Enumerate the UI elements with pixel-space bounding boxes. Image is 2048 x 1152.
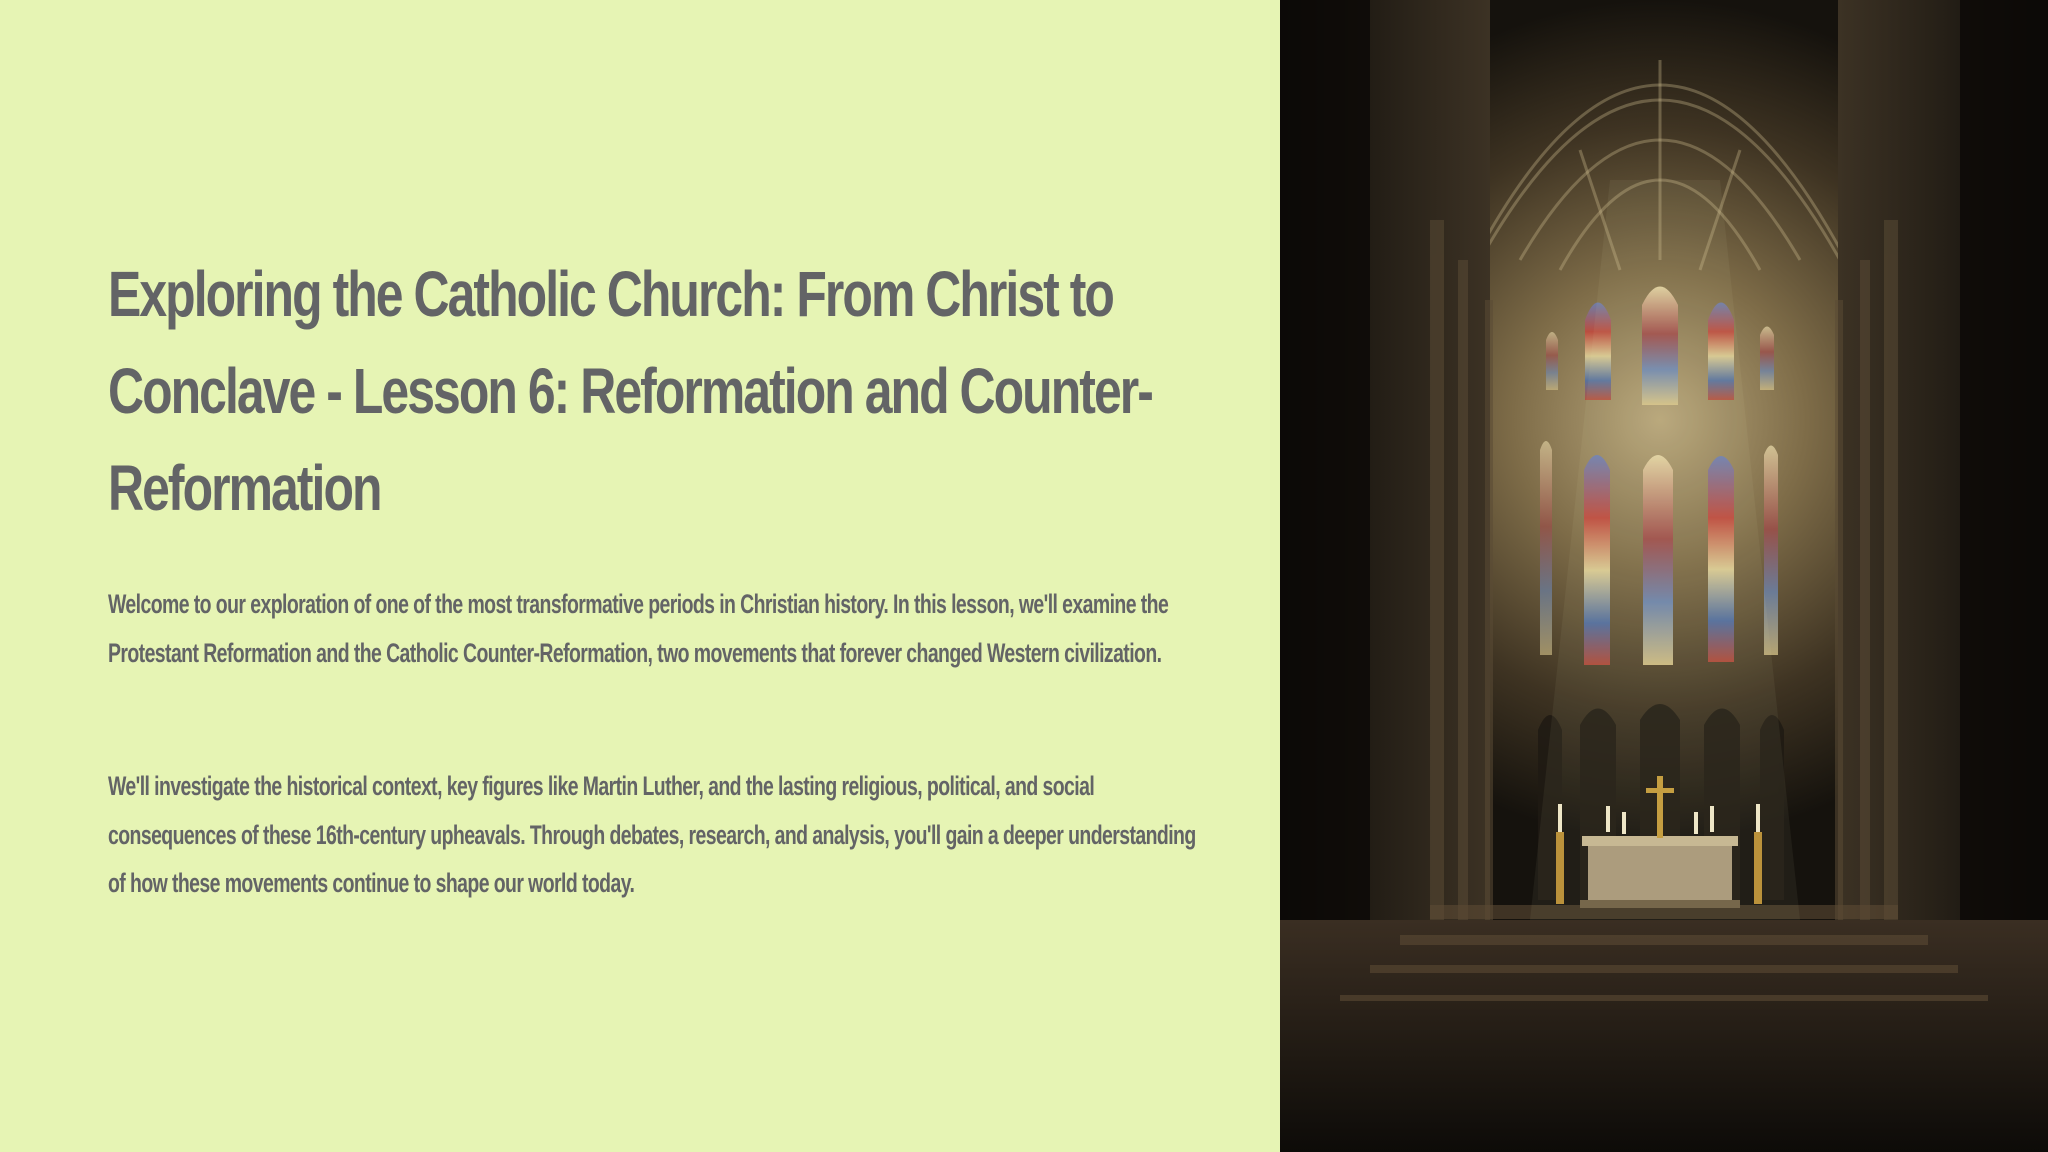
overview-paragraph: We'll investigate the historical context, key figures like Martin Luther, and the lasting religious, political, and social consequences of these 16th-century upheavals. Through debates, research, and analysis, you'll gain a deeper understanding of how these movements continue to shape our world today.	[108, 771, 1196, 898]
intro-paragraph: Welcome to our exploration of one of the most transformative periods in Christian history. In this lesson, we'll examine the Protestant Reformation and the Catholic Counter-Reformation, two movements that forever changed Western civilization.	[108, 589, 1169, 668]
slide-title: Exploring the Catholic Church: From Christ to Conclave - Lesson 6: Reformation and Counter-Reformation	[108, 258, 1152, 524]
cathedral-image	[1280, 0, 2048, 1152]
